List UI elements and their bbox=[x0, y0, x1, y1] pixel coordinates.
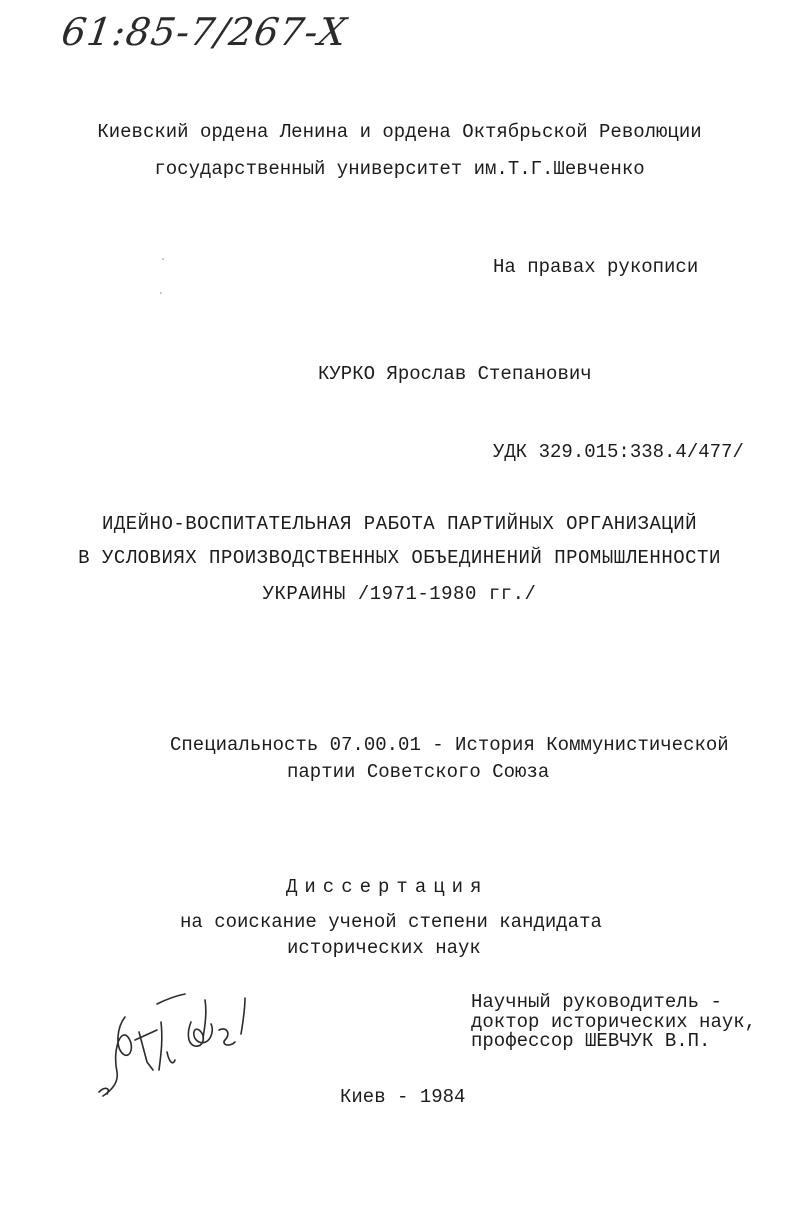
thesis-title-line-3: УКРАИНЫ /1971-1980 гг./ bbox=[262, 583, 537, 605]
specialty-line-2: партии Советского Союза bbox=[287, 761, 550, 783]
institution-line-2: государственный университет им.Т.Г.Шевченко bbox=[154, 158, 645, 180]
handwritten-shelf-mark: 61:85-7/267-Х bbox=[58, 10, 350, 54]
scan-speck bbox=[160, 292, 162, 294]
supervisor-line-1: Научный руководитель - bbox=[471, 991, 722, 1013]
supervisor-line-2: доктор исторических наук, bbox=[471, 1011, 757, 1033]
document-type-heading: Диссертация bbox=[286, 876, 489, 898]
thesis-title-line-1: ИДЕЙНО-ВОСПИТАТЕЛЬНАЯ РАБОТА ПАРТИЙНЫХ ОРГАНИЗАЦИЙ bbox=[101, 513, 698, 535]
scan-speck bbox=[162, 258, 164, 260]
author-name: КУРКО Ярослав Степанович bbox=[318, 363, 592, 385]
manuscript-rights-note: На правах рукописи bbox=[493, 256, 699, 278]
thesis-title-line-2: В УСЛОВИЯХ ПРОИЗВОДСТВЕННЫХ ОБЪЕДИНЕНИЙ ПРОМЫШЛЕННОСТИ bbox=[78, 547, 721, 569]
degree-line-2: исторических наук bbox=[287, 937, 481, 959]
specialty-line-1: Специальность 07.00.01 - История Коммунистической bbox=[170, 734, 729, 756]
institution-line-1: Киевский ордена Ленина и ордена Октябрьской Революции bbox=[97, 121, 702, 143]
supervisor-line-3: профессор ШЕВЧУК В.П. bbox=[471, 1030, 711, 1052]
degree-line-1: на соискание ученой степени кандидата bbox=[180, 911, 602, 933]
handwritten-signature bbox=[95, 992, 285, 1107]
udk-code: УДК 329.015:338.4/477/ bbox=[493, 441, 744, 463]
place-and-year: Киев - 1984 bbox=[340, 1086, 466, 1108]
